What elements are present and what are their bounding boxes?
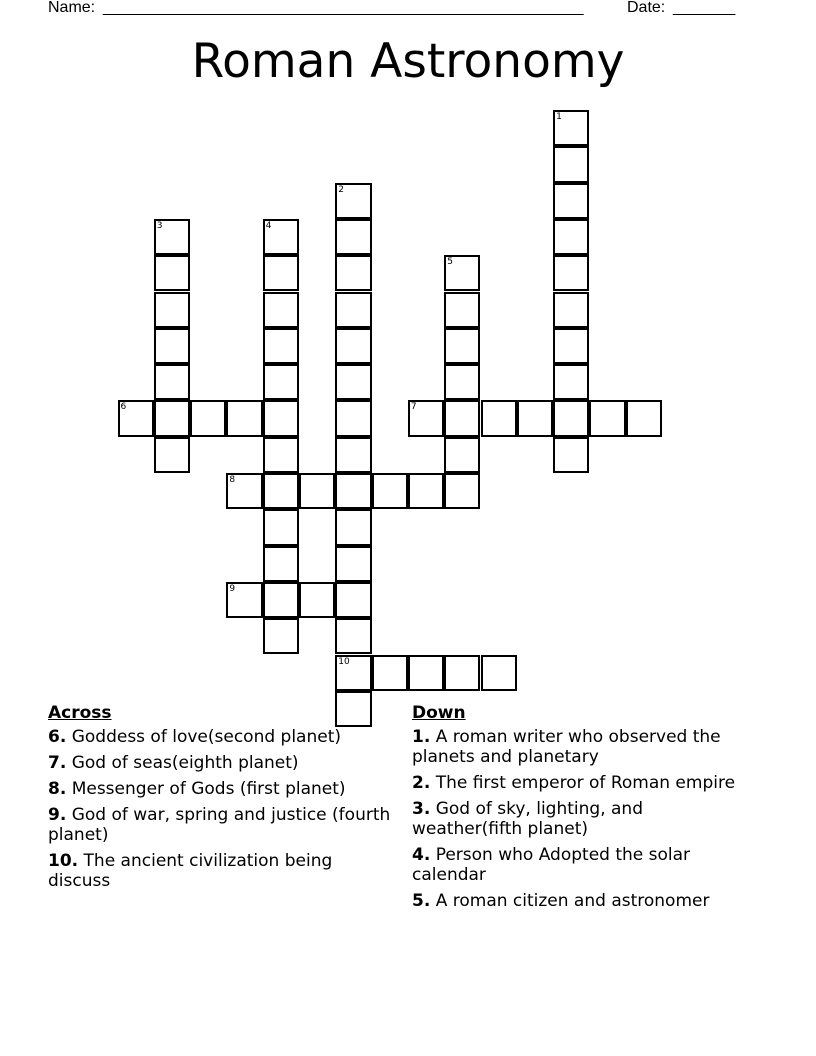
clue-text: Goddess of love(second planet) (71, 727, 341, 747)
grid-cell[interactable] (154, 364, 190, 400)
grid-cell[interactable] (335, 618, 371, 654)
clue-text: The ancient civilization being discuss (48, 851, 333, 891)
clue-number-label: 3 (156, 220, 163, 231)
grid-cell[interactable] (372, 655, 408, 691)
clue-down-4 (412, 845, 757, 885)
page-title: Roman Astronomy (191, 34, 625, 89)
grid-cell[interactable] (589, 400, 625, 436)
grid-cell[interactable] (299, 582, 335, 618)
clue-number-label: 9 (229, 583, 236, 594)
grid-cell[interactable] (553, 437, 589, 473)
grid-cell[interactable] (335, 400, 371, 436)
clue-number-label: 1 (556, 112, 562, 122)
clue-down-5 (412, 891, 757, 911)
grid-cell[interactable] (335, 183, 371, 219)
grid-cell[interactable] (154, 255, 190, 291)
grid-cell[interactable] (263, 473, 299, 509)
clue-number-label: 7 (410, 402, 417, 413)
grid-cell[interactable] (444, 473, 480, 509)
clue-text: God of war, spring and justice (fourth planet) (48, 805, 391, 845)
grid-cell[interactable] (444, 328, 480, 364)
grid-cell[interactable] (553, 110, 589, 146)
clue-number: 6. (48, 727, 67, 747)
grid-cell[interactable] (444, 364, 480, 400)
grid-cell[interactable] (263, 292, 299, 328)
grid-cell[interactable] (263, 582, 299, 618)
grid-cell[interactable] (118, 400, 154, 436)
clue-down-3 (412, 799, 757, 839)
grid-cell[interactable] (553, 400, 589, 436)
clue-number-label: 5 (447, 257, 453, 268)
grid-cell[interactable] (335, 473, 371, 509)
grid-cell[interactable] (408, 473, 444, 509)
grid-cell[interactable] (444, 655, 480, 691)
across-clues (48, 703, 393, 897)
grid-cell[interactable] (553, 364, 589, 400)
grid-cell[interactable] (335, 437, 371, 473)
clue-number-label: 6 (120, 402, 127, 413)
clue-number: 10. (48, 851, 79, 871)
clue-across-6 (48, 727, 393, 747)
grid-cell[interactable] (481, 655, 517, 691)
grid-cell[interactable] (408, 400, 444, 436)
clue-number-label: 8 (229, 475, 236, 485)
grid-cell[interactable] (154, 219, 190, 255)
clue-across-9 (48, 805, 393, 845)
grid-cell[interactable] (335, 364, 371, 400)
grid-cell[interactable] (154, 400, 190, 436)
grid-cell[interactable] (190, 400, 226, 436)
grid-cell[interactable] (263, 364, 299, 400)
down-heading: Down (412, 703, 466, 723)
clue-text: The first emperor of Roman empire (435, 773, 736, 793)
grid-cell[interactable] (372, 473, 408, 509)
name-line[interactable]: ______________________________________________________ (103, 0, 584, 16)
grid-cell[interactable] (335, 292, 371, 328)
name-label: Name: (48, 0, 96, 16)
grid-cell[interactable] (408, 655, 444, 691)
clue-text: Messenger of Gods (first planet) (71, 779, 346, 799)
grid-cell[interactable] (335, 655, 371, 691)
grid-cell[interactable] (335, 546, 371, 582)
clue-number: 4. (412, 845, 431, 865)
clue-text: A roman writer who observed the planets and planetary (412, 727, 721, 767)
grid-cell[interactable] (263, 328, 299, 364)
clue-across-7 (48, 753, 393, 773)
grid-cell[interactable] (154, 437, 190, 473)
clue-number-label: 10 (338, 656, 350, 667)
clue-down-2 (412, 773, 757, 793)
down-clues (412, 703, 757, 917)
clue-text: God of seas(eighth planet) (71, 753, 299, 773)
grid-cell[interactable] (263, 509, 299, 545)
grid-cell[interactable] (335, 219, 371, 255)
date-label: Date: (627, 0, 666, 16)
grid-cell[interactable] (444, 437, 480, 473)
grid-cell[interactable] (553, 146, 589, 182)
clue-number: 3. (412, 799, 431, 819)
clue-number: 1. (412, 727, 431, 747)
grid-cell[interactable] (335, 509, 371, 545)
grid-cell[interactable] (226, 400, 262, 436)
clue-number: 2. (412, 773, 431, 793)
clue-number: 8. (48, 779, 67, 799)
clue-number-label: 4 (265, 220, 272, 231)
grid-cell[interactable] (154, 292, 190, 328)
clue-number: 5. (412, 891, 431, 911)
date-line[interactable]: _______ (673, 0, 736, 16)
clue-number: 7. (48, 753, 67, 773)
clue-number: 9. (48, 805, 67, 825)
grid-cell[interactable] (263, 618, 299, 654)
grid-cell[interactable] (481, 400, 517, 436)
grid-cell[interactable] (553, 183, 589, 219)
grid-cell[interactable] (226, 473, 262, 509)
grid-cell[interactable] (444, 400, 480, 436)
grid-cell[interactable] (263, 255, 299, 291)
clue-number-label: 2 (338, 184, 345, 195)
grid-cell[interactable] (335, 255, 371, 291)
grid-cell[interactable] (335, 582, 371, 618)
grid-cell[interactable] (226, 582, 262, 618)
clue-text: Person who Adopted the solar calendar (412, 845, 691, 885)
grid-cell[interactable] (263, 400, 299, 436)
grid-cell[interactable] (299, 473, 335, 509)
grid-cell[interactable] (444, 255, 480, 291)
grid-cell[interactable] (335, 328, 371, 364)
grid-cell[interactable] (263, 546, 299, 582)
grid-cell[interactable] (263, 219, 299, 255)
grid-cell[interactable] (553, 328, 589, 364)
grid-cell[interactable] (626, 400, 662, 436)
grid-cell[interactable] (444, 292, 480, 328)
clue-down-1 (412, 727, 757, 767)
grid-cell[interactable] (517, 400, 553, 436)
grid-cell[interactable] (154, 328, 190, 364)
grid-cell[interactable] (553, 219, 589, 255)
across-heading: Across (48, 703, 112, 723)
grid-cell[interactable] (263, 437, 299, 473)
grid-cell[interactable] (553, 292, 589, 328)
clue-across-10 (48, 851, 393, 891)
clue-text: God of sky, lighting, and weather(fifth planet) (412, 799, 643, 839)
clue-text: A roman citizen and astronomer (435, 891, 710, 911)
clue-across-8 (48, 779, 393, 799)
grid-cell[interactable] (553, 255, 589, 291)
